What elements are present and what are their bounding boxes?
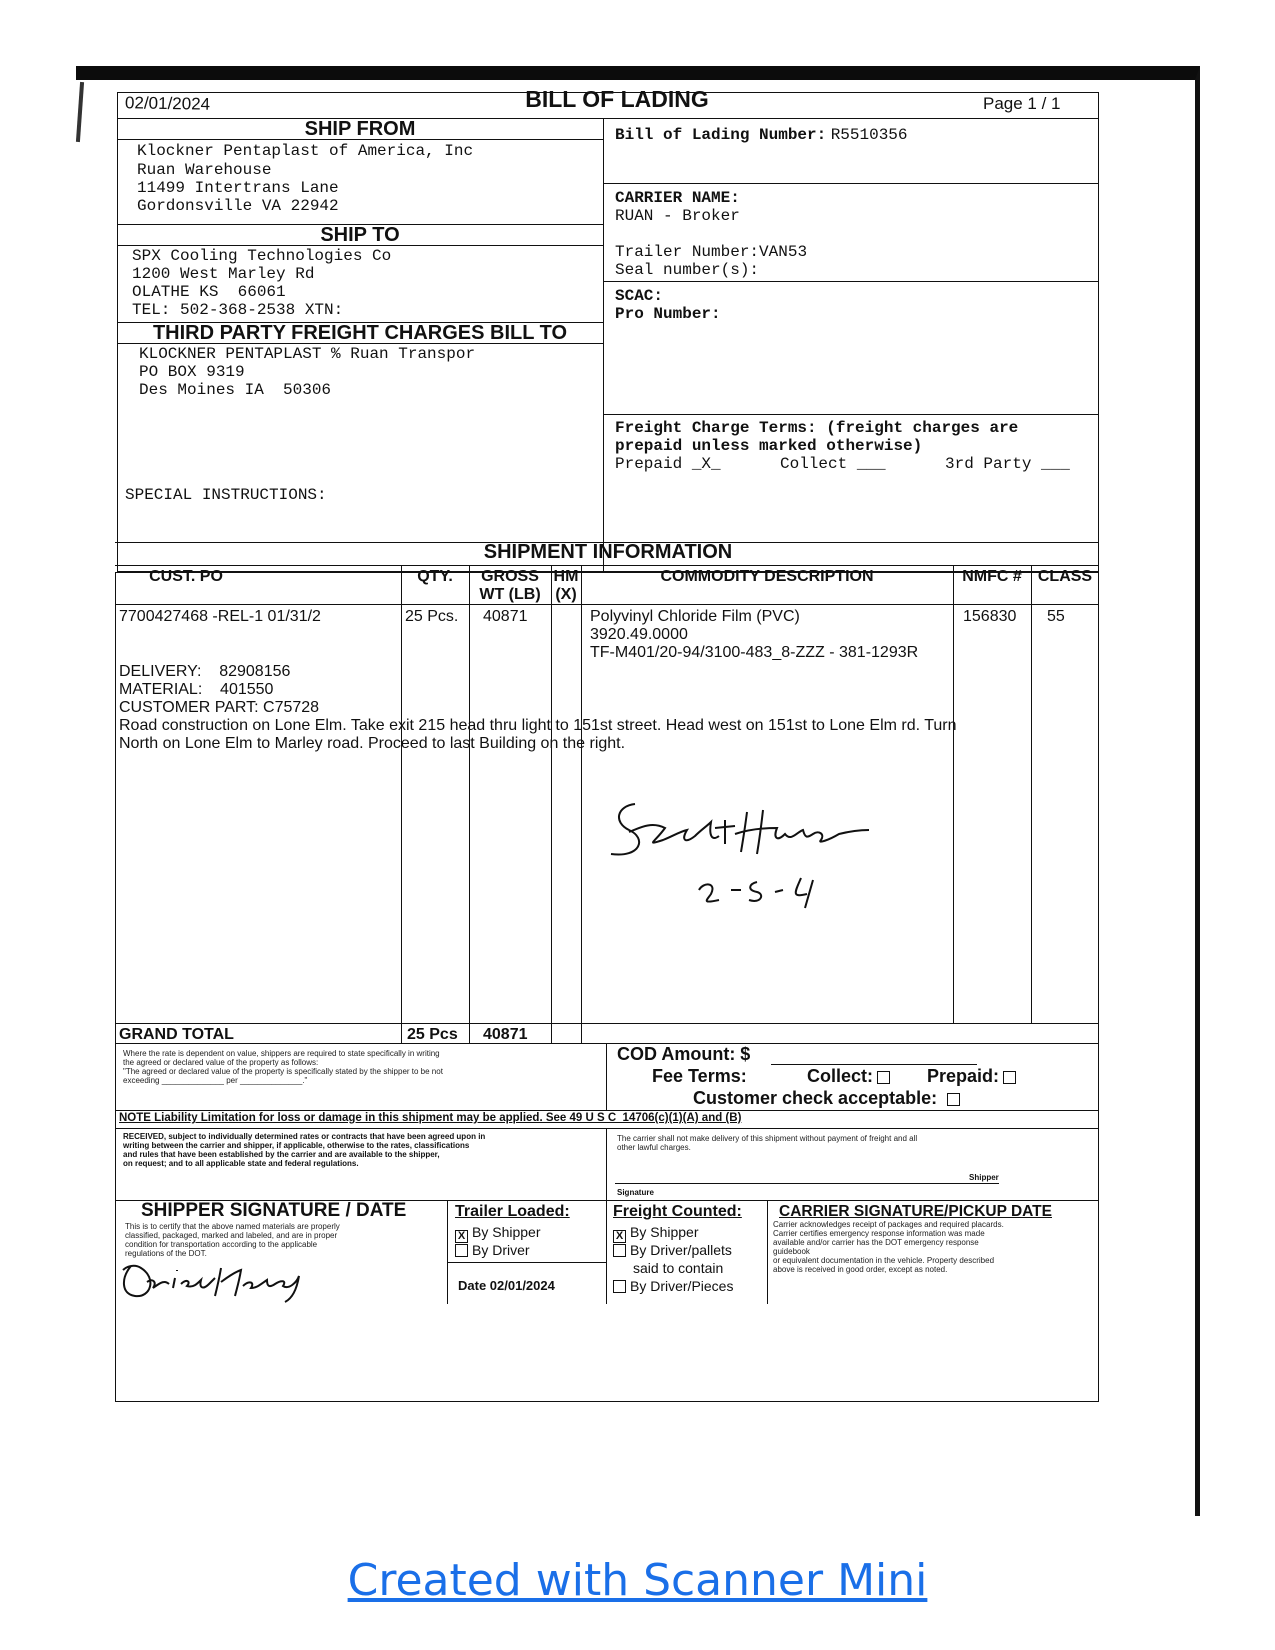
directions-line-1: Road construction on Lone Elm. Take exit 215 head thru light to 151st street. Head west on 151st to Lone Elm rd. Turn	[119, 717, 957, 734]
ship-from-line-3: 11499 Intertrans Lane	[137, 179, 339, 197]
delivery-number: DELIVERY: 82908156	[119, 663, 291, 680]
row-nmfc: 156830	[963, 608, 1017, 625]
ship-to-line-4: TEL: 502-368-2538 XTN:	[132, 301, 344, 319]
page-number: Page 1 / 1	[983, 94, 1061, 113]
carrier-cert-2: Carrier certifies emergency response information was made	[773, 1229, 985, 1238]
row-qty: 25 Pcs.	[405, 608, 459, 625]
scanner-footer	[0, 1555, 1275, 1606]
prepaid-checkbox[interactable]	[1003, 1071, 1016, 1084]
said-to-contain: said to contain	[633, 1260, 724, 1276]
shipper-cert-4: regulations of the DOT.	[125, 1249, 207, 1258]
receiver-signature	[607, 782, 907, 927]
document-title: BILL OF LADING	[525, 86, 709, 112]
bill-of-lading-document	[117, 86, 1153, 1378]
scac-label: SCAC:	[615, 287, 664, 305]
trailer-number-label: Trailer Number:	[615, 243, 760, 261]
received-note-1: RECEIVED, subject to individually determined rates or contracts that have been agreed upon in	[123, 1132, 486, 1141]
trailer-by-driver-checkbox[interactable]	[455, 1244, 468, 1257]
third-party-line-2: PO BOX 9319	[139, 363, 245, 381]
column-cust-po: CUST. PO	[149, 568, 223, 585]
carrier-cert-6: above is received in good order, except as noted.	[773, 1265, 948, 1274]
freight-counted-by-driver-pallets: By Driver/pallets	[613, 1241, 732, 1260]
top-column-divider	[603, 118, 604, 572]
column-qty: QTY.	[417, 568, 453, 585]
shipper-cert-2: classified, packaged, marked and labeled, and are in proper	[125, 1231, 338, 1240]
carrier-cert-5: or equivalent documentation in the vehicle. Property described	[773, 1256, 995, 1265]
freight-counted-heading: Freight Counted:	[613, 1203, 742, 1220]
column-gross-wt-1: GROSS	[481, 568, 539, 585]
freight-terms-third-party: 3rd Party ___	[945, 455, 1070, 473]
row-class: 55	[1047, 608, 1065, 625]
trailer-loaded-by-shipper: X By Shipper	[455, 1223, 540, 1243]
column-hm-1: HM	[553, 568, 579, 585]
shipment-information-heading: SHIPMENT INFORMATION	[483, 541, 733, 563]
ship-to-line-1: SPX Cooling Technologies Co	[132, 247, 392, 265]
shipper-cert-1: This is to certify that the above named materials are properly	[125, 1222, 340, 1231]
ship-to-heading: SHIP TO	[320, 224, 400, 246]
value-note-4: exceeding ______________ per ______________."	[123, 1076, 308, 1085]
value-note-3: "The agreed or declared value of the property is specifically stated by the shipper to be not	[123, 1067, 443, 1076]
signature-label: Signature	[617, 1188, 654, 1197]
column-nmfc: NMFC #	[962, 568, 1022, 585]
third-party-heading: THIRD PARTY FREIGHT CHARGES BILL TO	[152, 322, 568, 344]
freight-terms-line-2: prepaid unless marked otherwise)	[615, 437, 923, 455]
column-commodity-description: COMMODITY DESCRIPTION	[660, 568, 874, 585]
row-description-2: 3920.49.0000	[590, 626, 688, 643]
freight-terms-prepaid: Prepaid _X_	[615, 455, 721, 473]
created-with-scanner-mini-link[interactable]: Created with Scanner Mini	[347, 1555, 928, 1606]
ship-from-line-1: Klockner Pentaplast of America, Inc	[137, 142, 474, 160]
freight-terms-collect: Collect ___	[780, 455, 886, 473]
third-party-line-3: Des Moines IA 50306	[139, 381, 332, 399]
pro-number-label: Pro Number:	[615, 305, 721, 323]
ship-from-line-2: Ruan Warehouse	[137, 161, 272, 179]
carrier-cert-1: Carrier acknowledges receipt of packages and required placards.	[773, 1220, 1004, 1229]
freight-by-driver-pallets-checkbox[interactable]	[613, 1244, 626, 1257]
carrier-name-label: CARRIER NAME:	[615, 189, 740, 207]
trailer-number-value: VAN53	[759, 243, 808, 261]
shipper-signature-heading: SHIPPER SIGNATURE / DATE	[141, 1200, 407, 1221]
column-hm-2: (X)	[555, 586, 577, 603]
carrier-signature-heading: CARRIER SIGNATURE/PICKUP DATE	[779, 1203, 1052, 1220]
received-note-3: and rules that have been established by the carrier and are available to the shipper,	[123, 1150, 440, 1159]
column-class: CLASS	[1037, 568, 1093, 585]
liability-note: NOTE Liability Limitation for loss or damage in this shipment may be applied. See 49 U S C 14706(c)(1)(A) and (B)	[119, 1112, 742, 1124]
trailer-loaded-heading: Trailer Loaded:	[455, 1203, 570, 1220]
carrier-delivery-note-1: The carrier shall not make delivery of this shipment without payment of freight and all	[617, 1134, 918, 1143]
received-note-2: writing between the carrier and shipper, if applicable, otherwise to the rates, classifications	[123, 1141, 470, 1150]
bol-number-value: R5510356	[830, 126, 908, 144]
trailer-number	[615, 243, 807, 262]
document-date: 02/01/2024	[124, 93, 211, 114]
customer-check-checkbox[interactable]	[947, 1093, 960, 1106]
row-weight: 40871	[483, 608, 528, 625]
received-note-4: on request; and to all applicable state and federal regulations.	[123, 1159, 359, 1168]
third-party-line-1: KLOCKNER PENTAPLAST % Ruan Transpor	[139, 345, 476, 363]
bol-number-label: Bill of Lading Number:	[615, 126, 827, 144]
customer-check-acceptable: Customer check acceptable:	[693, 1089, 964, 1108]
trailer-loaded-date: Date 02/01/2024	[458, 1278, 555, 1293]
fee-terms-label: Fee Terms:	[652, 1066, 747, 1086]
special-instructions-label: SPECIAL INSTRUCTIONS:	[125, 486, 327, 504]
ship-to-line-3: OLATHE KS 66061	[132, 283, 286, 301]
value-note-2: the agreed or declared value of the property as follows:	[123, 1058, 319, 1067]
fee-terms-prepaid: Prepaid:	[927, 1067, 1020, 1086]
column-gross-wt-2: WT (LB)	[479, 586, 541, 603]
trailer-by-shipper-checkbox[interactable]: X	[455, 1230, 468, 1243]
freight-by-driver-pieces-checkbox[interactable]	[613, 1280, 626, 1293]
customer-part: CUSTOMER PART: C75728	[119, 699, 320, 716]
freight-counted-by-driver-pieces: By Driver/Pieces	[613, 1277, 733, 1296]
collect-checkbox[interactable]	[877, 1071, 890, 1084]
ship-to-line-2: 1200 West Marley Rd	[132, 265, 315, 283]
carrier-name: RUAN - Broker	[615, 207, 740, 225]
material-number: MATERIAL: 401550	[119, 681, 274, 698]
row-description-1: Polyvinyl Chloride Film (PVC)	[590, 608, 800, 625]
bol-number	[615, 126, 908, 145]
row-description-3: TF-M401/20-94/3100-483_8-ZZZ - 381-1293R	[590, 644, 919, 661]
freight-by-shipper-checkbox[interactable]: X	[613, 1230, 626, 1243]
shipper-cert-3: condition for transportation according to the applicable	[125, 1240, 318, 1249]
ship-from-heading: SHIP FROM	[304, 118, 416, 140]
fee-terms-collect: Collect:	[807, 1067, 894, 1086]
freight-counted-by-shipper: X By Shipper	[613, 1223, 698, 1243]
grand-total-label: GRAND TOTAL	[119, 1026, 234, 1043]
grand-total-weight: 40871	[483, 1026, 528, 1043]
trailer-loaded-by-driver: By Driver	[455, 1241, 530, 1260]
directions-line-2: North on Lone Elm to Marley road. Proceed to last Building on the right.	[119, 735, 626, 752]
shipper-signature	[117, 1258, 307, 1309]
shipper-label: Shipper	[969, 1173, 999, 1182]
ship-from-line-4: Gordonsville VA 22942	[137, 197, 339, 215]
seal-number-label: Seal number(s):	[615, 261, 760, 279]
row-cust-po: 7700427468 -REL-1 01/31/2	[119, 608, 321, 625]
grand-total-qty: 25 Pcs	[407, 1026, 458, 1043]
value-note-1: Where the rate is dependent on value, shippers are required to state specifically in writing	[123, 1049, 440, 1058]
carrier-delivery-note-2: other lawful charges.	[617, 1143, 691, 1152]
freight-terms-line-1: Freight Charge Terms: (freight charges are	[615, 419, 1019, 437]
carrier-cert-4: guidebook	[773, 1247, 810, 1256]
cod-amount-label: COD Amount: $	[617, 1044, 751, 1064]
carrier-cert-3: available and/or carrier has the DOT emergency response	[773, 1238, 979, 1247]
